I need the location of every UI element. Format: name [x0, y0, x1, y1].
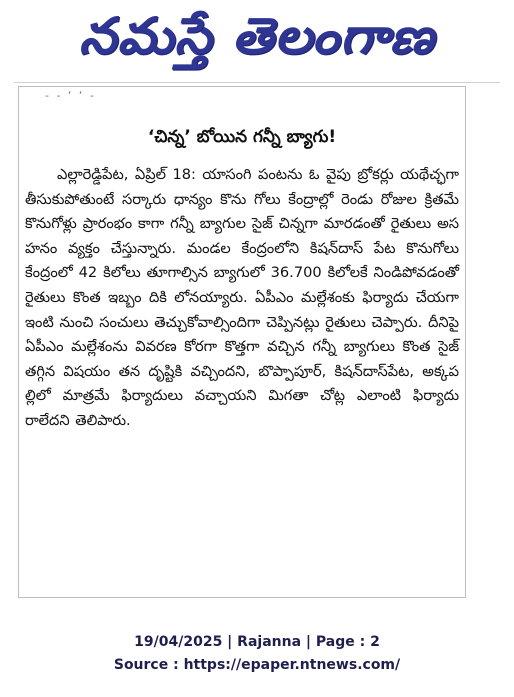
masthead-divider: [14, 82, 500, 83]
masthead: [0, 6, 514, 78]
newspaper-logo: నమస్తే తెలంగాణ: [79, 6, 435, 65]
article-headline: ‘చిన్న’ బోయిన గన్నీ బ్యాగు!: [147, 127, 337, 147]
footer-date-edition-page: 19/04/2025 | Rajanna | Page : 2: [134, 634, 380, 650]
footer-source-link[interactable]: Source : https://epaper.ntnews.com/: [113, 657, 401, 673]
article-clipping: [18, 86, 466, 598]
clipping-top-fragment: - - ‘ ‘ -: [45, 89, 96, 102]
article-body: ఎల్లారెడ్డిపేట, ఏప్రిల్ 18: యాసంగి పంటను ఓ వైపు బ్రోకర్లు యథేచ్ఛగా తీసుకుపోతుంటే సర్కారు ధాన్యం కొను గోలు కేంద్రాల్లో రెండు రోజుల క్రితమే కొనుగోళ్లు ప్రారంభం కాగా గన్నీ బ్యాగుల సైజ్ చిన్నగా మారడంతో రైతులు అస హనం వ్యక్తం చేస్తున్నారు. మండల కేంద్రంలోని కిషన్‌దాస్ పేట కొనుగోలు కేంద్రంలో 42 కిలోలు తూగాల్సిన బ్యాగులో 36.700 కిలోలకే నిండిపోవడంతో రైతులు కొంత ఇబ్బం దికి లోనయ్యారు. ఏపీఎం మల్లేశంకు ఫిర్యాదు చేయగా ఇంటి నుంచి సంచులు తెచ్చుకోవాల్సిందిగా చెప్పినట్లు రైతులు చెప్పారు. దీనిపై ఏపీఎం మల్లేశంను వివరణ కోరగా కొత్తగా వచ్చిన గన్నీ బ్యాగులు కొంత సైజ్ తగ్గిన విషయం తన దృష్టికి వచ్చిందని, బొప్పాపూర్, కిషన్‌దాస్‌పేట, అక్కప ల్లిలో మాత్రమే ఫిర్యాదులు వచ్చాయని మిగతా చోట్ల ఎలాంటి ఫిర్యాదు రాలేదని తెలిపారు.: [25, 166, 459, 429]
